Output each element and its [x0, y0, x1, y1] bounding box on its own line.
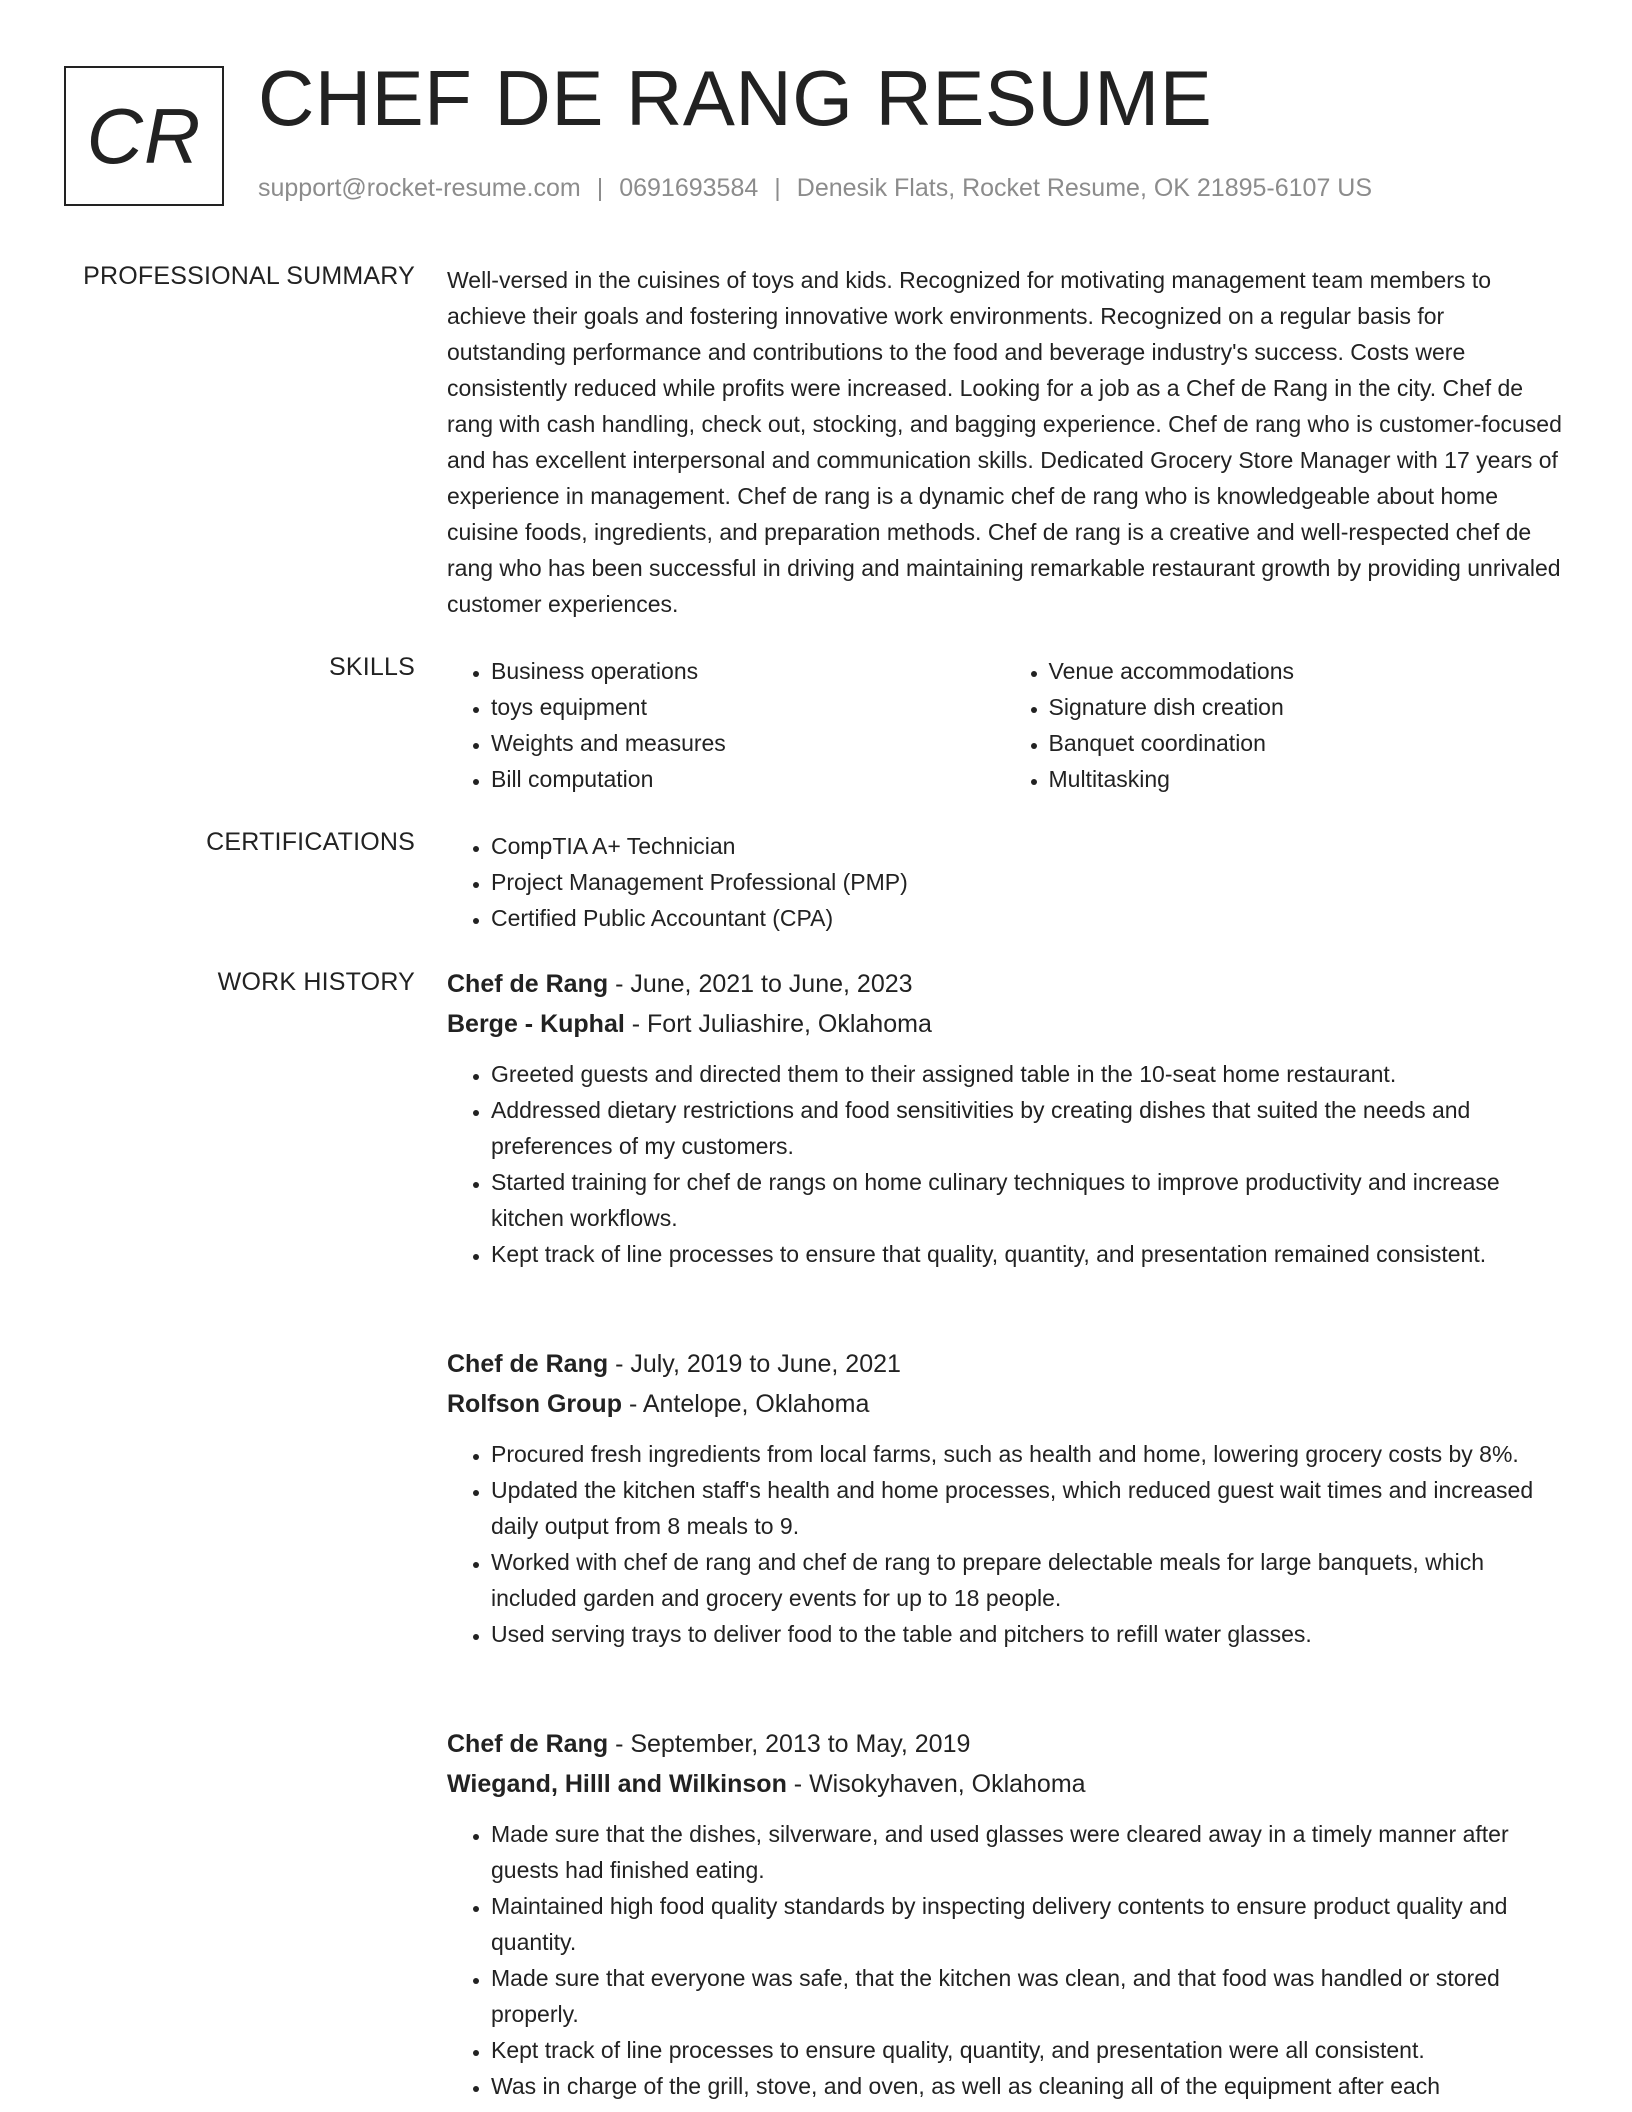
- job-title: Chef de Rang: [447, 970, 609, 998]
- contact-separator: |: [596, 174, 604, 202]
- job-duty: • Made sure that the dishes, silverware, and used glasses were cleared away in a timely manner after guests had finished eating.: [491, 1816, 1562, 1888]
- contact-separator: |: [774, 174, 781, 202]
- job-entry: [447, 1344, 1562, 1652]
- job-location: - Wisokyhaven, Oklahoma: [793, 1770, 1086, 1798]
- job-dates: - July, 2019 to June, 2021: [615, 1350, 901, 1378]
- job-duty: • Procured fresh ingredients from local farms, such as health and home, lowering grocery costs by 8%.: [491, 1436, 1562, 1472]
- certification-item: • CompTIA A+ Technician: [491, 828, 1562, 864]
- job-title-line: [447, 1344, 1562, 1384]
- job-location: - Fort Juliashire, Oklahoma: [631, 1010, 932, 1038]
- skill-item: • Multitasking: [1049, 761, 1563, 797]
- job-duty: • Greeted guests and directed them to their assigned table in the 10-seat home restaurant.: [491, 1056, 1562, 1092]
- contact-email: support@rocket-resume.com: [258, 174, 581, 202]
- job-company-line: [447, 1764, 1562, 1804]
- contact-address: Denesik Flats, Rocket Resume, OK 21895-6107 US: [796, 174, 1373, 202]
- job-company: Wiegand, Hilll and Wilkinson: [447, 1770, 787, 1798]
- skill-item: • toys equipment: [491, 689, 1005, 725]
- section-label-certifications: CERTIFICATIONS: [206, 828, 415, 856]
- certifications-list: [447, 828, 1562, 936]
- skill-item: • Weights and measures: [491, 725, 1005, 761]
- skill-item: • Signature dish creation: [1049, 689, 1563, 725]
- section-label-work-history: WORK HISTORY: [217, 968, 415, 996]
- job-duty: • Maintained high food quality standards by inspecting delivery contents to ensure product quality and quantity.: [491, 1888, 1562, 1960]
- certification-item: • Project Management Professional (PMP): [491, 864, 1562, 900]
- job-duty: • Started training for chef de rangs on home culinary techniques to improve productivity and increase kitchen workflows.: [491, 1164, 1562, 1236]
- job-duty: • Updated the kitchen staff's health and home processes, which reduced guest wait times and increased daily output from 8 meals to 9.: [491, 1472, 1562, 1544]
- skill-item: • Banquet coordination: [1049, 725, 1563, 761]
- job-duty: • Worked with chef de rang and chef de rang to prepare delectable meals for large banquets, which included garden and grocery events for up to 18 people.: [491, 1544, 1562, 1616]
- job-duties-list: [447, 1816, 1562, 2104]
- job-title-line: [447, 964, 1562, 1004]
- resume-title: CHEF DE RANG RESUME: [258, 54, 1213, 142]
- skill-item: • Business operations: [491, 653, 1005, 689]
- job-company-line: [447, 1384, 1562, 1424]
- job-duty: • Kept track of line processes to ensure quality, quantity, and presentation were all consistent.: [491, 2032, 1562, 2068]
- section-label-summary: PROFESSIONAL SUMMARY: [83, 262, 415, 290]
- job-duty: • Used serving trays to deliver food to the table and pitchers to refill water glasses.: [491, 1616, 1562, 1652]
- summary-text: Well-versed in the cuisines of toys and kids. Recognized for motivating management team members to achieve their goals and fostering innovative work environments. Recognized on a regular basis for outstanding performance and contributions to the food and beverage industry's success. Costs were consistently reduced while profits were increased. Looking for a job as a Chef de Rang in the city. Chef de rang with cash handling, check out, stocking, and bagging experience. Chef de rang who is customer-focused and has excellent interpersonal and communication skills. Dedicated Grocery Store Manager with 17 years of experience in management. Chef de rang is a dynamic chef de rang who is knowledgeable about home cuisine foods, ingredients, and preparation methods. Chef de rang is a creative and well-respected chef de rang who has been successful in driving and maintaining remarkable restaurant growth by providing unrivaled customer experiences.: [447, 267, 1562, 617]
- job-title: Chef de Rang: [447, 1350, 609, 1378]
- job-duty: • Kept track of line processes to ensure that quality, quantity, and presentation remained consistent.: [491, 1236, 1562, 1272]
- contact-line: [258, 174, 1372, 203]
- job-entry: [447, 964, 1562, 1272]
- skills-list-right: [1005, 653, 1563, 797]
- job-duty: • Was in charge of the grill, stove, and oven, as well as cleaning all of the equipment after each: [491, 2068, 1562, 2104]
- skill-item: • Bill computation: [491, 761, 1005, 797]
- skills-list-left: [447, 653, 1005, 797]
- job-duty: • Addressed dietary restrictions and food sensitivities by creating dishes that suited the needs and preferences of my customers.: [491, 1092, 1562, 1164]
- job-company-line: [447, 1004, 1562, 1044]
- job-company: Berge - Kuphal: [447, 1010, 625, 1038]
- job-dates: - September, 2013 to May, 2019: [615, 1730, 971, 1758]
- job-duties-list: [447, 1436, 1562, 1652]
- job-title: Chef de Rang: [447, 1730, 609, 1758]
- job-company: Rolfson Group: [447, 1390, 622, 1418]
- certification-item: • Certified Public Accountant (CPA): [491, 900, 1562, 936]
- section-label-skills: SKILLS: [329, 653, 415, 681]
- job-duty: • Made sure that everyone was safe, that the kitchen was clean, and that food was handled or stored properly.: [491, 1960, 1562, 2032]
- job-location: - Antelope, Oklahoma: [628, 1390, 870, 1418]
- job-entry: [447, 1724, 1562, 2104]
- job-duties-list: [447, 1056, 1562, 1272]
- contact-phone: 0691693584: [619, 174, 759, 202]
- job-dates: - June, 2021 to June, 2023: [615, 970, 913, 998]
- monogram-logo: CR: [64, 66, 224, 206]
- skill-item: • Venue accommodations: [1049, 653, 1563, 689]
- job-title-line: [447, 1724, 1562, 1764]
